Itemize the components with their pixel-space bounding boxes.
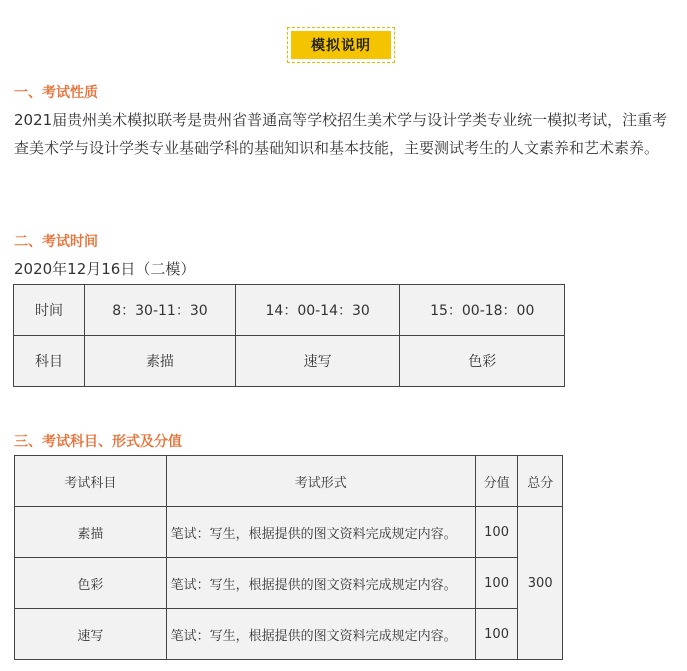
subject-cell: 速写 [15,609,167,660]
time-cell: 8：30-11：30 [85,285,236,336]
table-row [15,558,563,609]
form-cell: 笔试：写生，根据提供的图文资料完成规定内容。 [166,507,475,558]
table-header-row [15,456,563,507]
section-body-nature: 2021届贵州美术模拟联考是贵州省普通高等学校招生美术学与设计学类专业统一模拟考试，注重考查美术学与设计学类专业基础学科的基础知识和基本技能，主要测试考生的人文素养和艺术素养。 [14,111,668,157]
header-score: 分值 [475,456,518,507]
score-cell: 100 [475,609,518,660]
table-row [14,336,565,387]
page-title: 模拟说明 [291,31,391,59]
form-cell: 笔试：写生，根据提供的图文资料完成规定内容。 [166,609,475,660]
time-cell: 15：00-18：00 [400,285,565,336]
subject-label-cell: 科目 [14,336,85,387]
subject-cell: 素描 [85,336,236,387]
header-form: 考试形式 [166,456,475,507]
exam-score-table [14,455,563,660]
total-cell: 300 [518,507,563,660]
score-cell: 100 [475,507,518,558]
subject-cell: 速写 [235,336,400,387]
section-heading-nature: 一、考试性质 [14,85,98,101]
section-heading-time: 二、考试时间 [14,234,98,250]
subject-cell: 素描 [15,507,167,558]
table-row [15,609,563,660]
section-heading-subjects: 三、考试科目、形式及分值 [14,434,182,450]
header-total: 总分 [518,456,563,507]
time-cell: 14：00-14：30 [235,285,400,336]
time-label-cell: 时间 [14,285,85,336]
subject-cell: 色彩 [15,558,167,609]
score-cell: 100 [475,558,518,609]
title-badge-frame [287,27,395,63]
exam-time-table [13,284,565,387]
header-subject: 考试科目 [15,456,167,507]
subject-cell: 色彩 [400,336,565,387]
table-row [14,285,565,336]
form-cell: 笔试：写生，根据提供的图文资料完成规定内容。 [166,558,475,609]
table-row [15,507,563,558]
exam-date: 2020年12月16日（二模） [14,260,196,278]
